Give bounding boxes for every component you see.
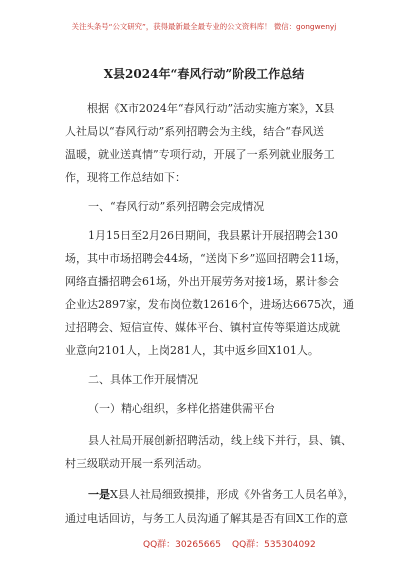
footer-contacts [0, 537, 408, 551]
stats-line-6: 业意向2101人，上岗281人，其中返乡回X101人。 [65, 344, 319, 357]
orgs-line-1: 县人社局开展创新招聘活动，线上线下并行，县、镇、 [88, 434, 352, 447]
footer-qq-group-1: QQ群：30265665 [143, 540, 221, 550]
header-banner: 关注头条号“公文研究”，获得最新最全最专业的公文资料库！ 微信：gongwenyj [71, 22, 337, 31]
orgs-line-2: 村三级联动开展一系列活动。 [65, 457, 208, 470]
document-title: X县2024年“春风行动”阶段工作总结 [103, 67, 305, 81]
first-point-text: X县人社局细致摸排，形成《外省务工人员名单》， [110, 488, 355, 501]
intro-line-4: 作，现将工作总结如下： [65, 171, 186, 184]
first-point-lead: 一是 [88, 488, 110, 501]
intro-line-3: 温暖，就业送真情”专项行动，开展了一系列就业服务工 [65, 148, 335, 161]
footer-qq-group-2: QQ群：535304092 [232, 540, 316, 550]
first-point-line-1 [88, 486, 354, 502]
stats-line-4: 企业达2897家，发布岗位数12616个，进场达6675次，通 [65, 298, 354, 311]
subsection-heading-1: （一）精心组织，多样化搭建供需平台 [88, 402, 275, 415]
intro-line-1: 根据《X市2024年“春风行动”活动实施方案》，X县 [87, 102, 335, 115]
section-heading-1: 一、“春风行动”系列招聘会完成情况 [88, 200, 265, 213]
stats-line-2: 场，其中市场招聘会44场，“送岗下乡”巡回招聘会11场， [65, 252, 347, 265]
section-heading-2: 二、具体工作开展情况 [88, 373, 198, 386]
stats-line-1: 1月15日至2月26日期间，我县累计开展招聘会130 [88, 229, 338, 242]
first-point-line-2: 通过电话回访，与务工人员沟通了解其是否有回X工作的意 [65, 512, 348, 525]
intro-line-2: 人社局以“春风行动”系列招聘会为主线，结合“春风送 [65, 125, 324, 138]
stats-line-5: 过招聘会、短信宣传、媒体平台、镇村宣传等渠道达成就 [65, 321, 340, 334]
stats-line-3: 网络直播招聘会61场，外出开展劳务对接1场，累计参会 [65, 275, 339, 288]
